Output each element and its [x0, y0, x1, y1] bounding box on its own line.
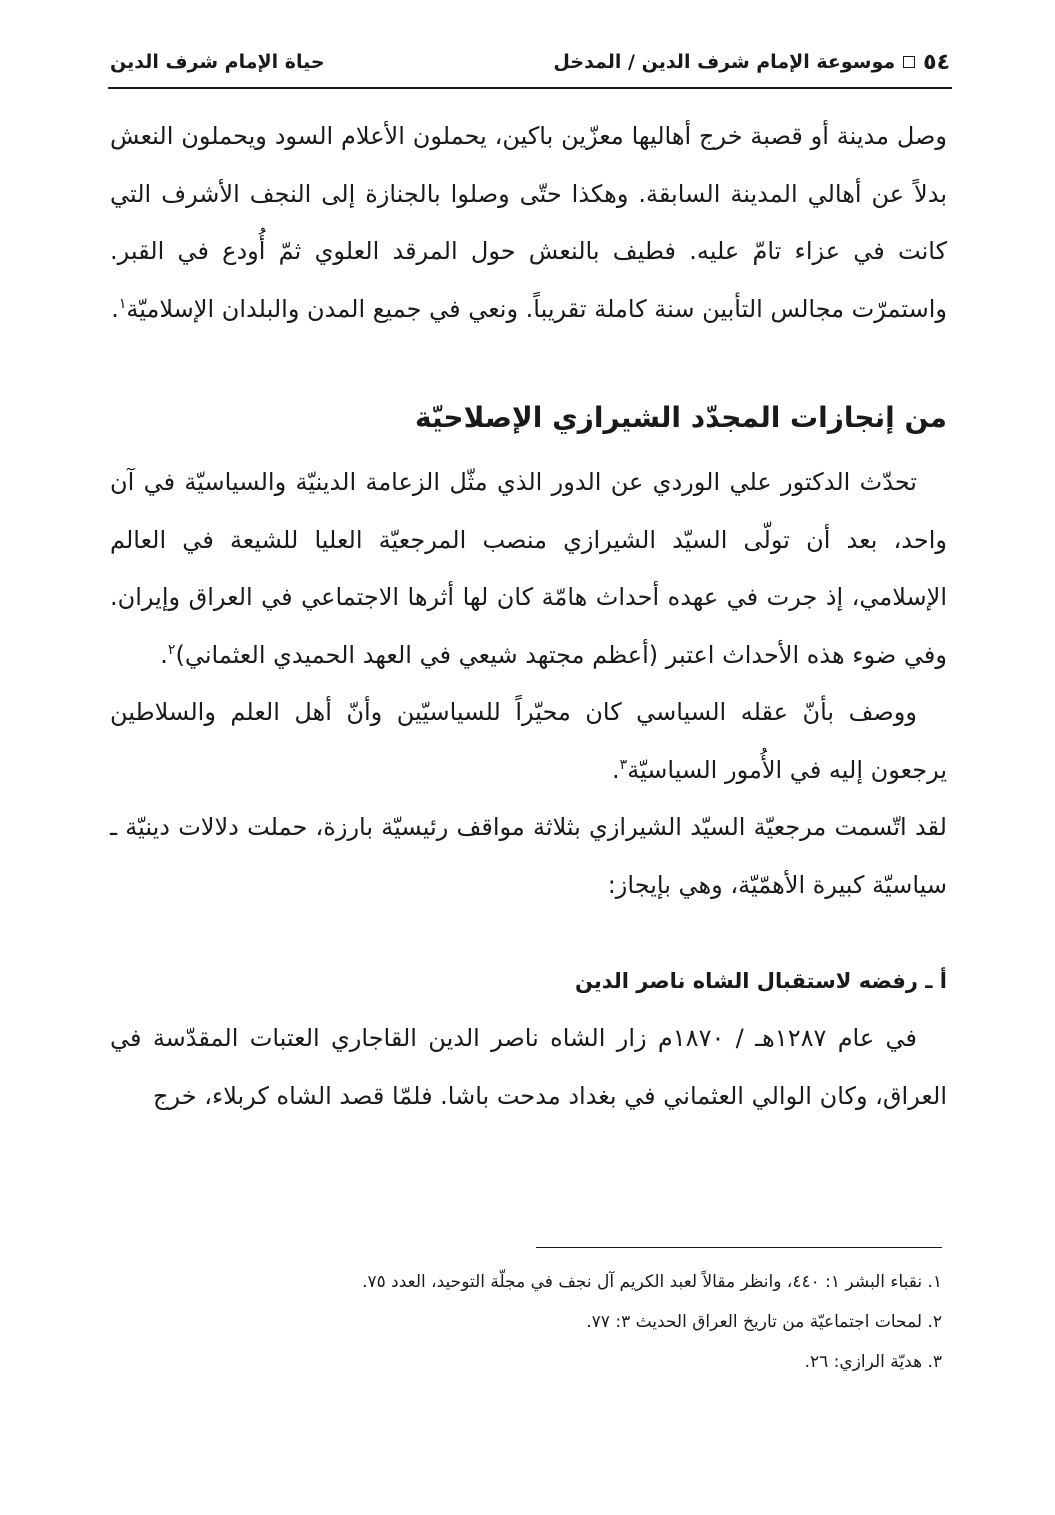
footnote-3: ٣. هديّة الرازي: ٢٦.: [804, 1352, 942, 1372]
paragraph-2-text: ووصف بأنّ عقله السياسي كان محيّراً للسياسيّين وأنّ أهل العلم والسلاطين يرجعون إليه في الأُمور السياسيّة: [110, 698, 947, 784]
footnote-1: ١. نقباء البشر ١: ٤٤٠، وانظر مقالاً لعبد الكريم آل نجف في مجلّة التوحيد، العدد ٧٥.: [362, 1272, 942, 1292]
paragraph-2-end: .: [612, 755, 620, 784]
footnote-ref-3: ٣: [619, 756, 628, 773]
header-right-group: [553, 50, 950, 75]
main-text: [110, 108, 947, 1125]
sub-heading: أ ـ رفضه لاستقبال الشاه ناصر الدين: [574, 969, 947, 993]
paragraph-1-text: تحدّث الدكتور علي الوردي عن الدور الذي مثّل الزعامة الدينيّة والسياسيّة في آن واحد، بعد أن تولّى السيّد الشيرازي منصب المرجعيّة العليا للشيعة في العالم الإسلامي، إذ جرت في عهده أحداث هامّة كان لها أثرها الاجتماعي في العراق وإيران. وفي ضوء هذه الأحداث اعتبر (أعظم مجتهد شيعي في العهد الحميدي العثماني): [110, 468, 947, 669]
section-heading: من إنجازات المجدّد الشيرازي الإصلاحيّة: [415, 401, 947, 434]
intro-text: وصل مدينة أو قصبة خرج أهاليها معزّين باكين، يحملون الأعلام السود ويحملون النعش بدلاً عن أهالي المدينة السابقة. وهكذا حتّى وصلوا بالجنازة إلى النجف الأشرف التي كانت في عزاء تامّ عليه. فطيف بالنعش حول المرقد العلوي ثمّ أُودع في القبر. واستمرّت مجالس التأبين سنة كاملة تقريباً. ونعي في جميع المدن والبلدان الإسلاميّة: [110, 122, 947, 323]
paragraph-3: لقد اتّسمت مرجعيّة السيّد الشيرازي بثلاثة مواقف رئيسيّة بارزة، حملت دلالات دينيّة ـ سياسيّة كبيرة الأهمّيّة، وهي بإيجاز:: [110, 813, 947, 899]
intro-end: .: [111, 294, 119, 323]
footnote-ref-1: ١: [118, 295, 127, 312]
footnote-rule: [536, 1247, 942, 1248]
book-title: موسوعة الإمام شرف الدين / المدخل: [553, 51, 896, 73]
header-rule: [108, 87, 952, 89]
footnote-2: ٢. لمحات اجتماعيّة من تاريخ العراق الحديث ٣: ٧٧.: [586, 1312, 942, 1332]
paragraph-2: [110, 684, 947, 799]
section-title: حياة الإمام شرف الدين: [110, 51, 325, 73]
intro-paragraph: [110, 108, 947, 338]
paragraph-4: في عام ١٢٨٧هـ / ١٨٧٠م زار الشاه ناصر الدين القاجاري العتبات المقدّسة في العراق، وكان الوالي العثماني في بغداد مدحت باشا. فلمّا قصد الشاه كربلاء، خرج: [110, 1024, 947, 1110]
paragraph-1-end: .: [160, 640, 168, 669]
running-header: [110, 42, 950, 82]
square-separator-icon: [903, 56, 915, 68]
paragraph-1: [110, 454, 947, 684]
footnote-ref-2: ٢: [167, 641, 176, 658]
footnotes: [110, 1262, 942, 1382]
page-number: ٥٤: [923, 49, 950, 75]
